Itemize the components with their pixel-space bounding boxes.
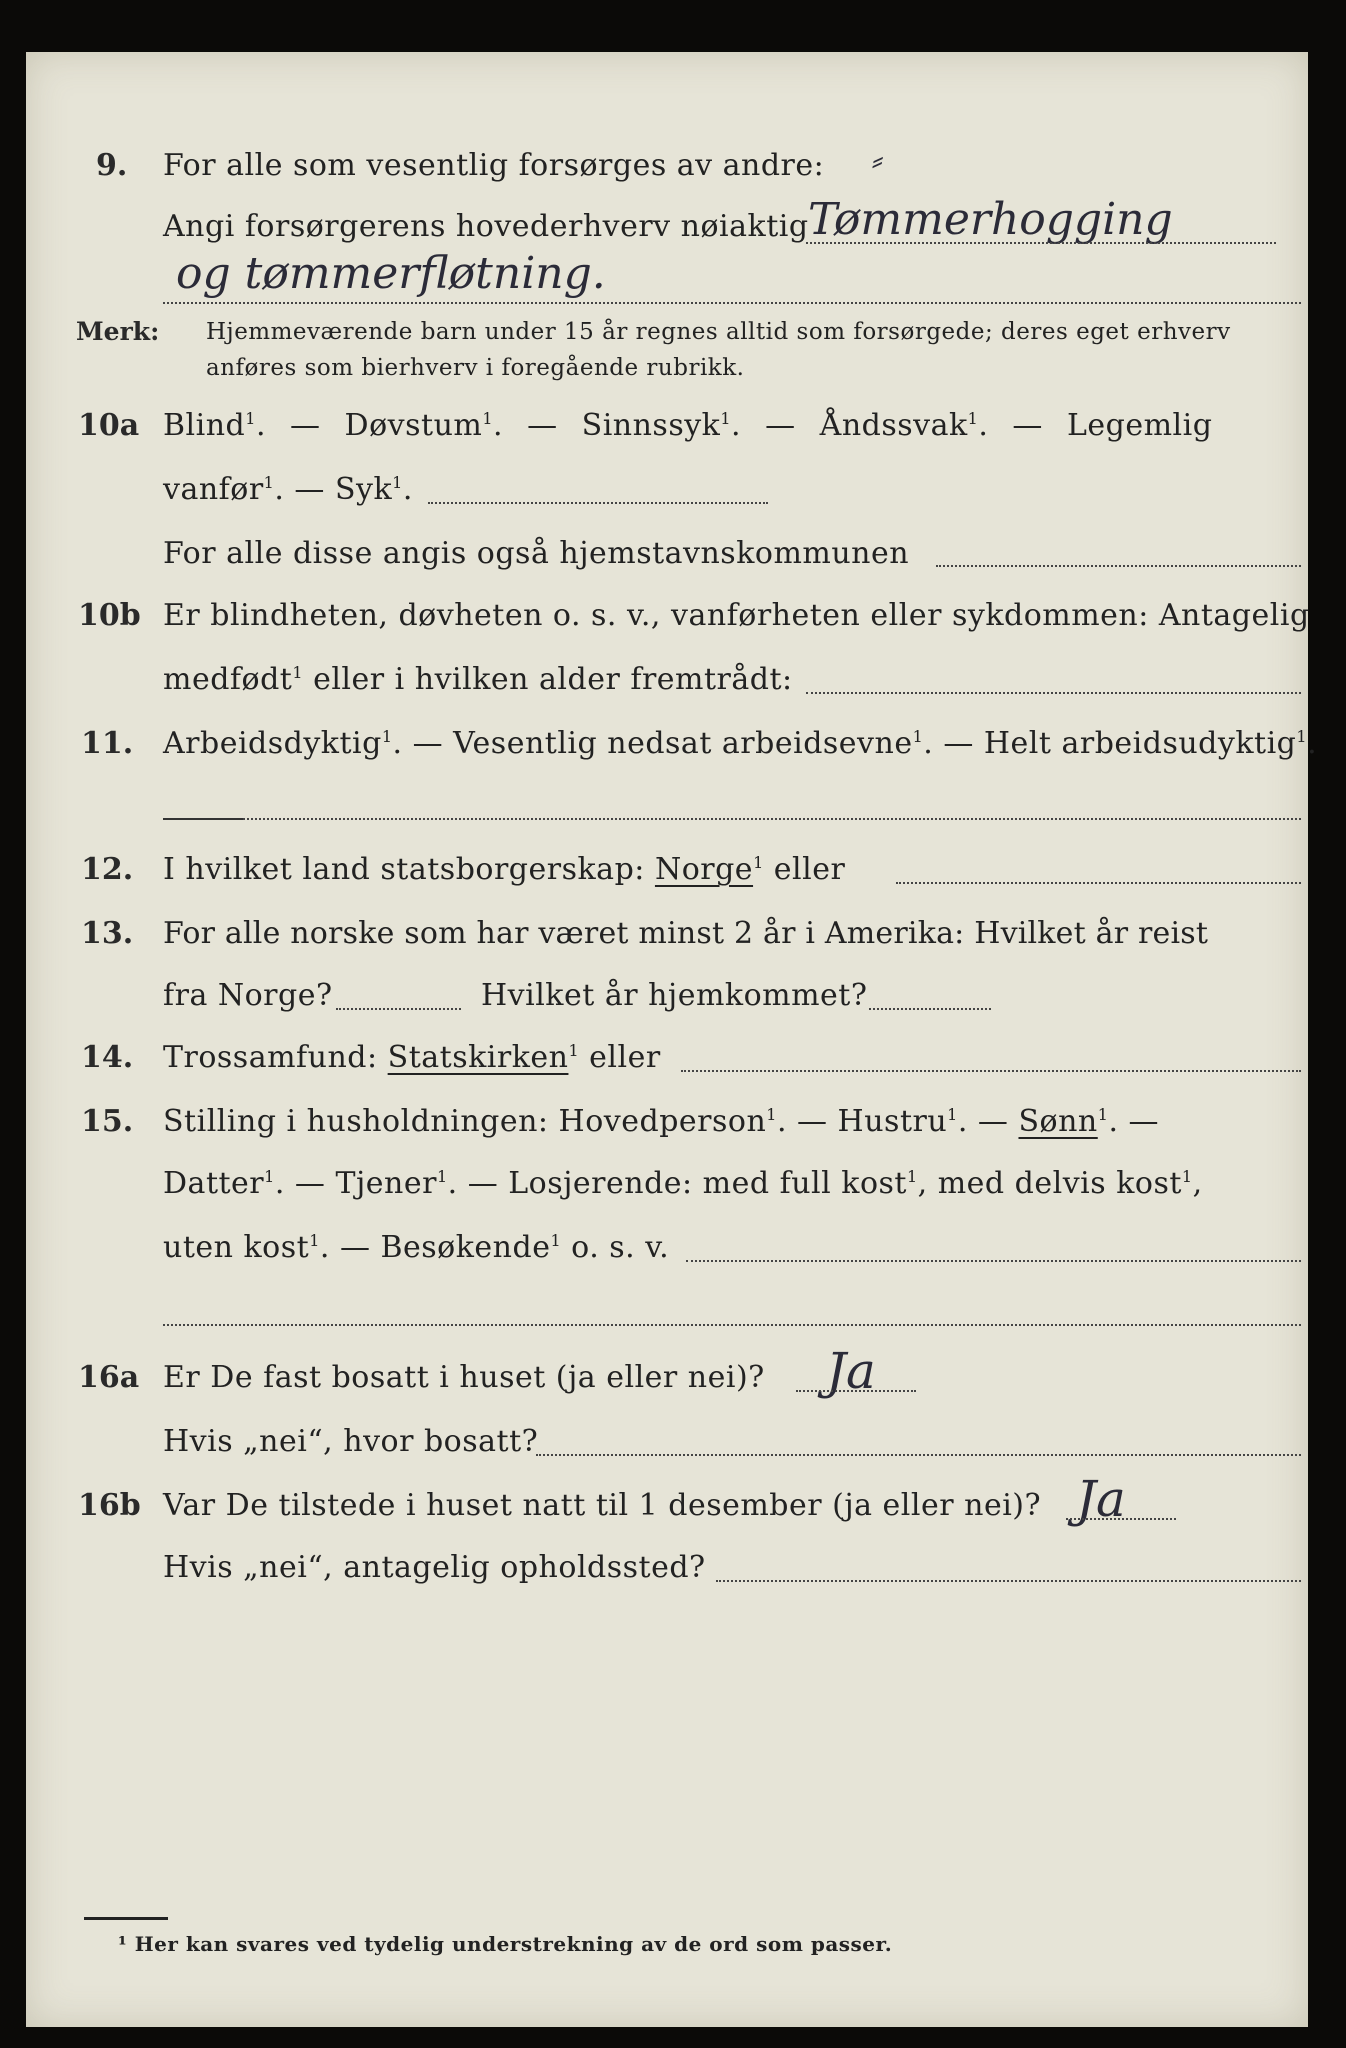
q10b-line1: Er blindheten, døvheten o. s. v., vanførheten eller sykdommen: Antagelig (163, 598, 1310, 633)
q10a-line1: Blind$^1$. — Døvstum$^1$. — Sinnssyk$^1$. — Åndssvak$^1$. — Legemlig (163, 408, 1213, 443)
footnote-mark: ¹ (118, 1932, 128, 1956)
q14-answer-line (681, 1070, 1301, 1072)
merk-line2: anføres som bierhverv i foregående rubrikk. (206, 355, 745, 381)
q16a-handwritten-answer: Ja (826, 1342, 876, 1400)
footnote (118, 1930, 892, 1958)
q15-line1: Stilling i husholdningen: Hovedperson$^1$. — Hustru$^1$. — Sønn$^1$. — (163, 1104, 1160, 1139)
q9-number: 9. (96, 148, 128, 183)
q10b-answer-line (806, 692, 1301, 694)
q14-statskirken-underlined: Statskirken (387, 1040, 569, 1075)
q12-norge-underlined: Norge (654, 852, 754, 887)
q15-line2: Datter$^1$. — Tjener$^1$. — Losjerende: med full kost$^1$, med delvis kost$^1$, (163, 1166, 1203, 1201)
q16b-answer-line (1066, 1518, 1176, 1520)
merk-label: Merk: (76, 317, 160, 346)
q11-line1: Arbeidsdyktig$^1$. — Vesentlig nedsat arbeidsevne$^1$. — Helt arbeidsudyktig$^1$. (163, 726, 1318, 761)
q10a-line2: vanfør$^1$. — Syk$^1$. (163, 472, 413, 507)
q13-hjemkommet-answer-line (869, 1008, 991, 1010)
q10a-syk-answer-line (428, 502, 768, 504)
q9-line2: Angi forsørgerens hovederhverv nøiaktig (163, 209, 809, 244)
q12-answer-line (896, 882, 1301, 884)
q16b-opholdssted-answer-line (716, 1580, 1301, 1582)
q11-answer-line (243, 818, 1301, 820)
q13-line2b: Hvilket år hjemkommet? (481, 978, 868, 1013)
q16b-number: 16b (78, 1488, 141, 1523)
q10a-number: 10a (78, 408, 140, 443)
footnote-text: Her kan svares ved tydelig understrekning av de ord som passer. (134, 1932, 893, 1956)
q11-number: 11. (81, 726, 134, 761)
q10b-line2: medfødt$^1$ eller i hvilken alder fremtrådt: (163, 662, 793, 697)
q10b-number: 10b (78, 598, 141, 633)
q9-handwritten-answer-1: Tømmerhogging (808, 194, 1173, 245)
q13-number: 13. (81, 916, 134, 951)
q15-line3: uten kost$^1$. — Besøkende$^1$ o. s. v. (163, 1230, 670, 1265)
q16a-bosatt-answer-line (536, 1454, 1301, 1456)
q16a-line1: Er De fast bosatt i huset (ja eller nei)? (163, 1360, 765, 1395)
q14-line1: Trossamfund: Statskirken$^1$ eller (163, 1040, 661, 1075)
q9-handwritten-answer-2: og tømmerfløtning. (176, 248, 606, 299)
q14-number: 14. (81, 1040, 134, 1075)
q9-answer-line-2 (163, 302, 1301, 304)
census-form-page (26, 52, 1318, 2027)
q11-answer-underline (163, 818, 243, 820)
q16b-line1: Var De tilstede i huset natt til 1 desember (ja eller nei)? (163, 1488, 1042, 1523)
q15-number: 15. (81, 1104, 134, 1139)
q9-line1: For alle som vesentlig forsørges av andre: (163, 148, 825, 183)
q10a-hjemstavn-answer-line (936, 565, 1301, 567)
q12-line1: I hvilket land statsborgerskap: Norge$^1$ eller (163, 852, 846, 887)
q15-answer-line-2 (163, 1324, 1301, 1326)
q16b-handwritten-answer: Ja (1076, 1470, 1126, 1528)
q9-dash-mark: ⸗ (872, 140, 884, 180)
q16a-number: 16a (78, 1360, 140, 1395)
q13-line1: For alle norske som har været minst 2 år i Amerika: Hvilket år reist (163, 916, 1209, 951)
q10a-line3: For alle disse angis også hjemstavnskommunen (163, 536, 910, 571)
q15-sonn-underlined: Sønn (1018, 1104, 1098, 1139)
q12-number: 12. (81, 852, 134, 887)
q13-reist-answer-line (336, 1008, 461, 1010)
footnote-rule (84, 1917, 168, 1920)
q13-line2a: fra Norge? (163, 978, 333, 1013)
q16a-line2: Hvis „nei“, hvor bosatt? (163, 1424, 539, 1459)
q16a-answer-line (796, 1390, 916, 1392)
q15-answer-line-1 (686, 1260, 1301, 1262)
q16b-line2: Hvis „nei“, antagelig opholdssted? (163, 1550, 706, 1585)
merk-line1: Hjemmeværende barn under 15 år regnes alltid som forsørgede; deres eget erhverv (206, 319, 1231, 345)
q9-answer-line-1 (806, 242, 1276, 244)
